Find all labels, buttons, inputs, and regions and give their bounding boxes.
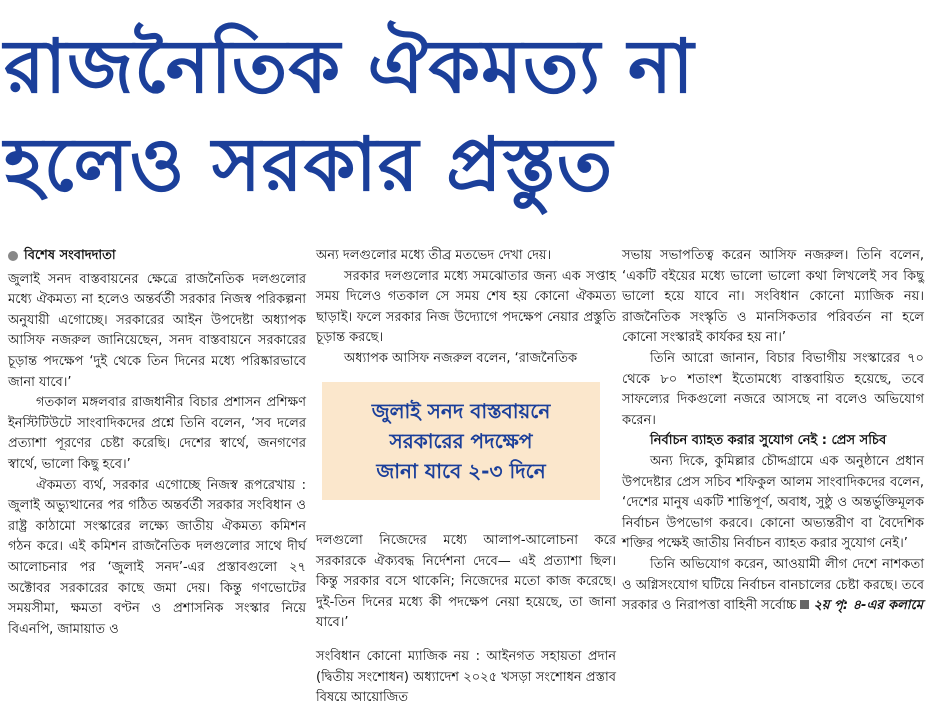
headline (4, 18, 927, 214)
paragraph: সংবিধান কোনো ম্যাজিক নয় : আইনগত সহায়তা প্রদান (দ্বিতীয় সংশোধন) অধ্যাদেশ ২০২৫ খসড়া সংশোধন প্রস্তাব বিষয়ে আয়োজিত (316, 648, 616, 706)
paragraph: অধ্যাপক আসিফ নজরুল বলেন, ‘রাজনৈতিক (344, 350, 578, 366)
byline: বিশেষ সংবাদদাতা (8, 246, 306, 267)
pull-quote-line-1: জুলাই সনদ বাস্তবায়নে (371, 399, 551, 423)
article-column-1 (8, 246, 306, 686)
paragraph: তিনি অভিযোগ করেন, আওয়ামী লীগ দেশে নাশকতা ও অগ্নিসংযোগ ঘটিয়ে নির্বাচন বানচালের চেষ্টা করছে। তবে সরকার ও নিরাপত্তা বাহিনী সর্বোচ্চ ২য় পৃ: ৪-এর কলামে (622, 556, 924, 614)
subheading: নির্বাচন ব্যাহত করার সুযোগ নেই : প্রেস সচিব (650, 433, 887, 449)
paragraph: গতকাল মঙ্গলবার রাজধানীর বিচার প্রশাসন প্রশিক্ষণ ইনস্টিটিউটে সাংবাদিকদের প্রশ্নে তিনি বলেন, ‘সব দলের প্রত্যাশা পূরণের চেষ্টা করেছি। দেশের স্বার্থে, জনগণের স্বার্থে, ভালো কিছু হবে।’ (8, 395, 306, 472)
paragraph: অন্য দলগুলোর মধ্যে তীব্র মতভেদ দেখা দেয়। (316, 248, 552, 263)
article-column-2 (316, 246, 616, 366)
paragraph: তিনি আরো জানান, বিচার বিভাগীয় সংস্কারের ৭০ থেকে ৮০ শতাংশ ইতোমধ্যে বাস্তবায়িত হয়েছে, তবে সাফল্যের দিকগুলো নজরে আসছে না বলেও অভিযোগ করেন। (622, 350, 924, 428)
headline-line-2: হলেও সরকার প্রস্তুত (4, 122, 614, 208)
pull-quote-line-2: সরকারের পদক্ষেপ (389, 429, 533, 453)
pull-quote (322, 382, 600, 500)
continued-note: ২য় পৃ: ৪-এর কলামে (813, 598, 924, 614)
paragraph: জুলাই সনদ বাস্তবায়নের ক্ষেত্রে রাজনৈতিক দলগুলোর মধ্যে ঐকমত্য না হলেও অন্তর্বর্তী সরকার নিজস্ব পরিকল্পনা অনুযায়ী এগোচ্ছে। সরকারের আইন উপদেষ্টা অধ্যাপক আসিফ নজরুল জানিয়েছেন, সনদ বাস্তবায়নে সরকারের চূড়ান্ত পদক্ষেপ ‘দুই থেকে তিন দিনের মধ্যে পরিষ্কারভাবে জানা যাবে।’ (8, 271, 306, 390)
paragraph: সভায় সভাপতিত্ব করেন আসিফ নজরুল। তিনি বলেন, ‘একটি বইয়ের মধ্যে ভালো ভালো কথা লিখলেই সব কিছু ভালো হয়ে যাবে না। সংবিধান কোনো ম্যাজিক নয়। রাজনৈতিক সংস্কৃতি ও মানসিকতার পরিবর্তন না হলে কোনো সংস্কারই কার্যকর হয় না।’ (622, 248, 924, 346)
bullet-icon (8, 251, 18, 261)
paragraph: দলগুলো নিজেদের মধ্যে আলাপ-আলোচনা করে সরকারকে ঐক্যবদ্ধ নির্দেশনা দেবে— এই প্রত্যাশা ছিল। কিন্তু সরকার বসে থাকেনি; নিজেদের মতো কাজ করেছে। দুই-তিন দিনের মধ্যে কী পদক্ষেপ নেয়া হয়েছে, তা জানা যাবে।’ (316, 533, 616, 631)
paragraph: ঐকমত্য ব্যর্থ, সরকার এগোচ্ছে নিজস্ব রূপরেখায় : জুলাই অভ্যুত্থানের পর গঠিত অন্তর্বর্তী সরকার সংবিধান ও রাষ্ট্র কাঠামো সংস্কারের লক্ষ্যে জাতীয় ঐকমত্য কমিশন গঠন করে। এই কমিশন রাজনৈতিক দলগুলোর সাথে দীর্ঘ আলোচনার পর ‘জুলাই সনদ’-এর প্রস্তাবগুলো ২৭ অক্টোবর সরকারের কাছে জমা দেয়। কিন্তু গণভোটের সময়সীমা, ক্ষমতা বণ্টন ও প্রশাসনিক সংস্কার নিয়ে বিএনপি, জামায়াত ও (8, 477, 306, 637)
paragraph: অন্য দিকে, কুমিল্লার চৌদ্দগ্রামে এক অনুষ্ঠানে প্রধান উপদেষ্টার প্রেস সচিব শফিকুল আলম সাংবাদিকদের বলেন, ‘দেশের মানুষ একটি শান্তিপূর্ণ, অবাধ, সুষ্ঠু ও অন্তর্ভুক্তিমূলক নির্বাচন উপভোগ করবে। কোনো অভ্যন্তরীণ বা বৈদেশিক শক্তির পক্ষেই জাতীয় নির্বাচন ব্যাহত করার সুযোগ নেই।’ (622, 453, 924, 552)
paragraph: সরকার দলগুলোর মধ্যে সমঝোতার জন্য এক সপ্তাহ সময় দিলেও গতকাল সে সময় শেষ হয় কোনো ঐকমত্য ছাড়াই। ফলে সরকার নিজ উদ্যোগে পদক্ষেপ নেয়ার প্রস্তুতি চূড়ান্ত করছে। (316, 268, 616, 346)
article-column-3 (622, 246, 924, 686)
square-icon (800, 600, 809, 609)
pull-quote-line-3: জানা যাবে ২-৩ দিনে (376, 459, 546, 483)
article-column-2-continued (316, 518, 616, 706)
headline-line-1: রাজনৈতিক ঐকমত্য না (4, 24, 695, 110)
